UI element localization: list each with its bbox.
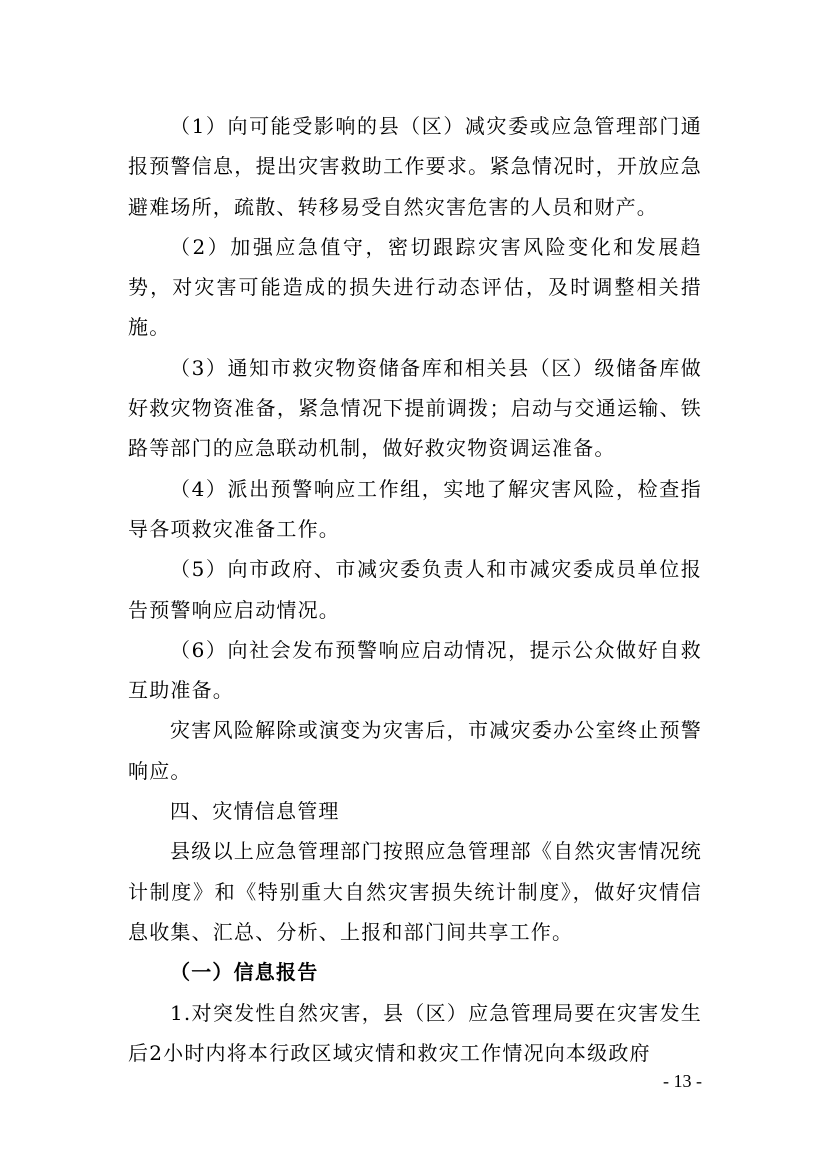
paragraph-6: （6）向社会发布预警响应启动情况，提示公众做好自救互助准备。 xyxy=(128,637,702,703)
subsection-heading: （一）信息报告 xyxy=(170,960,319,985)
paragraph-3: （3）通知市救灾物资储备库和相关县（区）级储备库做好救灾物资准备，紧急情况下提前调拨；启动与交通运输、铁路等部门的应急联动机制，做好救灾物资调运准备。 xyxy=(128,355,702,461)
section-heading: 四、灾情信息管理 xyxy=(170,799,340,824)
page-content xyxy=(128,106,702,1073)
paragraph-2: （2）加强应急值守，密切跟踪灾害风险变化和发展趋势，对灾害可能造成的损失进行动态评估，及时调整相关措施。 xyxy=(128,234,702,340)
subsection-text: 1.对突发性自然灾害，县（区）应急管理局要在灾害发生后2小时内将本行政区域灾情和救灾工作情况向本级政府 xyxy=(128,1000,702,1065)
paragraph-5: （5）向市政府、市减灾委负责人和市减灾委成员单位报告预警响应启动情况。 xyxy=(128,557,702,622)
page-number: - 13 - xyxy=(663,1071,702,1091)
paragraph-1: （1）向可能受影响的县（区）减灾委或应急管理部门通报预警信息，提出灾害救助工作要求。紧急情况时，开放应急避难场所，疏散、转移易受自然灾害危害的人员和财产。 xyxy=(128,114,702,219)
section-intro: 县级以上应急管理部门按照应急管理部《自然灾害情况统计制度》和《特别重大自然灾害损失统计制度》，做好灾情信息收集、汇总、分析、上报和部门间共享工作。 xyxy=(128,839,702,944)
paragraph-7: 灾害风险解除或演变为灾害后，市减灾委办公室终止预警响应。 xyxy=(128,718,702,783)
paragraph-4: （4）派出预警响应工作组，实地了解灾害风险，检查指导各项救灾准备工作。 xyxy=(128,476,702,541)
